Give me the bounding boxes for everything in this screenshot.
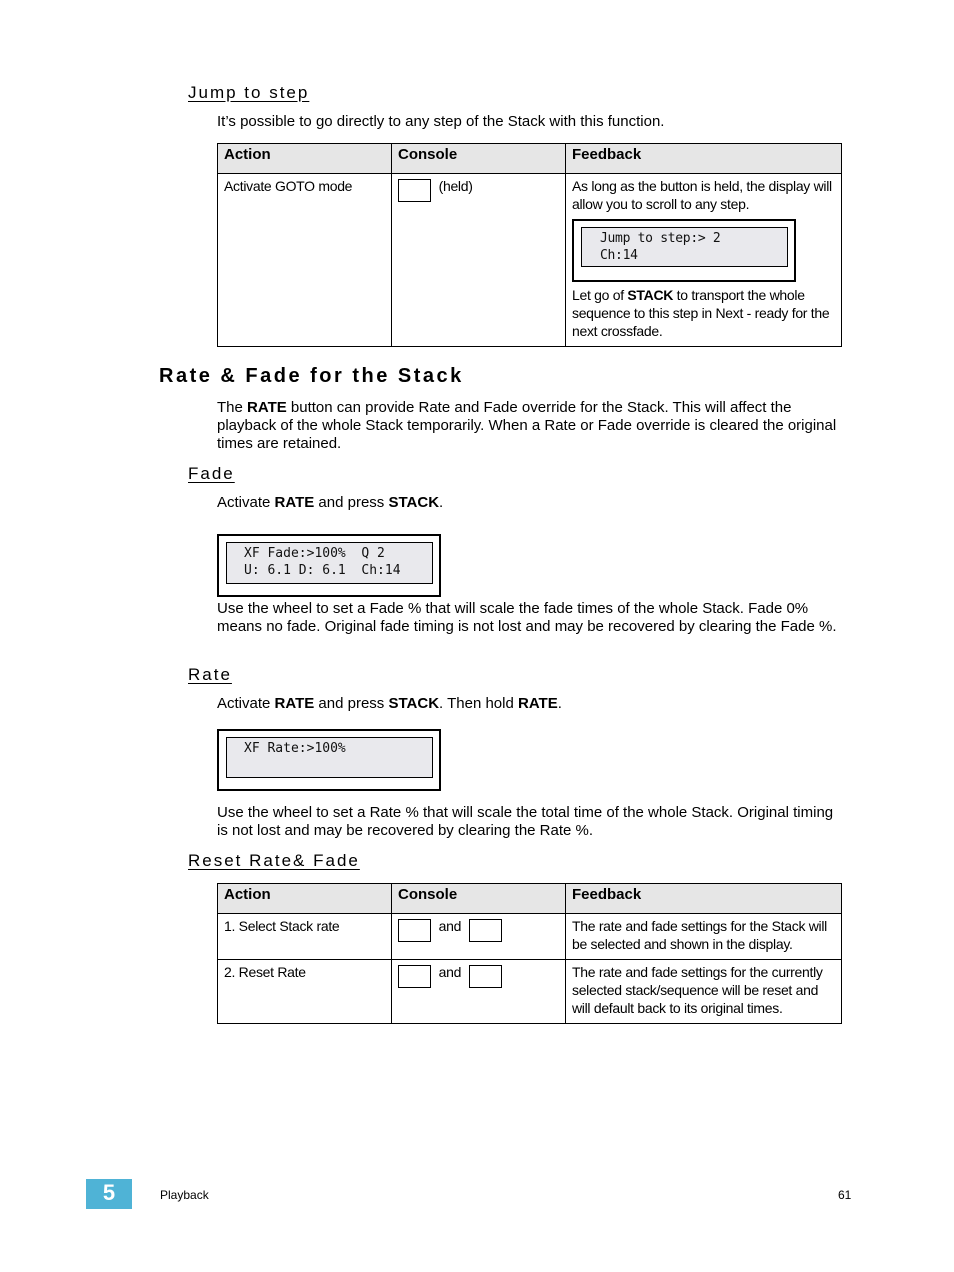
rate-instruction: Activate RATE and press STACK. Then hold RATE. — [217, 695, 562, 712]
chapter-badge: 5 — [86, 1179, 132, 1209]
rate-fade-intro: The RATE button can provide Rate and Fade override for the Stack. This will affect the playback of the whole Stack temporarily. When a Rate or Fade override is cleared the original times are retained. — [217, 399, 837, 452]
table-row — [218, 174, 842, 347]
lcd-screen — [581, 227, 788, 267]
feedback-cell: The rate and fade settings for the currently selected stack/sequence will be reset and will default back to its original times. — [566, 960, 842, 1024]
stack-key-icon — [398, 179, 431, 202]
action-cell: Activate GOTO mode — [218, 174, 392, 347]
rate-fade-heading: Rate & Fade for the Stack — [159, 365, 464, 387]
feedback-cell — [566, 174, 842, 347]
display-line-1: XF Rate:>100% — [244, 741, 346, 756]
header-feedback: Feedback — [566, 884, 842, 914]
display-line-2: U: 6.1 D: 6.1 Ch:14 — [244, 563, 401, 578]
action-cell: 1. Select Stack rate — [218, 914, 392, 960]
reset-table-header — [218, 884, 842, 914]
header-action: Action — [218, 144, 392, 174]
table-row — [218, 914, 842, 960]
console-note: (held) — [438, 178, 473, 194]
rate-key-icon — [398, 919, 431, 942]
rate-note: Use the wheel to set a Rate % that will scale the total time of the whole Stack. Original timing is not lost and may be recovered by clearing the Rate %. — [217, 804, 834, 839]
feedback-text-1: As long as the button is held, the display will allow you to scroll to any step. — [572, 178, 832, 212]
rate-key-icon — [398, 965, 431, 988]
page-number: 61 — [838, 1188, 852, 1202]
fade-note: Use the wheel to set a Fade % that will scale the fade times of the whole Stack. Fade 0% means no fade. Original fade timing is not lost and may be recovered by clearing the Fade %. — [217, 600, 837, 635]
header-feedback: Feedback — [566, 144, 842, 174]
lcd-screen — [226, 737, 433, 778]
jump-table — [217, 143, 842, 347]
console-cell — [392, 174, 566, 347]
display-line-1: XF Fade:>100% Q 2 — [244, 546, 385, 561]
console-cell: and — [392, 914, 566, 960]
feedback-text-2: Let go of STACK to transport the whole sequence to this step in Next - ready for the next crossfade. — [572, 287, 830, 339]
reset-heading: Reset Rate& Fade — [188, 851, 360, 870]
header-action: Action — [218, 884, 392, 914]
stack-keyword: STACK — [627, 287, 674, 303]
clear-key-icon — [469, 965, 502, 988]
action-cell: 2. Reset Rate — [218, 960, 392, 1024]
jump-table-header — [218, 144, 842, 174]
footer-section: Playback — [160, 1188, 209, 1202]
display-line-2: Ch:14 — [600, 248, 638, 263]
header-console: Console — [392, 144, 566, 174]
fade-instruction: Activate RATE and press STACK. — [217, 494, 444, 511]
rate-heading: Rate — [188, 665, 232, 684]
fade-heading: Fade — [188, 464, 235, 483]
reset-table — [217, 883, 842, 1024]
jump-display — [572, 219, 796, 282]
header-console: Console — [392, 884, 566, 914]
jump-intro: It’s possible to go directly to any step of the Stack with this function. — [217, 113, 665, 130]
console-cell: and — [392, 960, 566, 1024]
lcd-screen — [226, 542, 433, 584]
jump-heading: Jump to step — [188, 83, 310, 102]
feedback-cell: The rate and fade settings for the Stack will be selected and shown in the display. — [566, 914, 842, 960]
display-line-1: Jump to step:> 2 — [600, 231, 721, 246]
table-row — [218, 960, 842, 1024]
stack-key-icon — [469, 919, 502, 942]
